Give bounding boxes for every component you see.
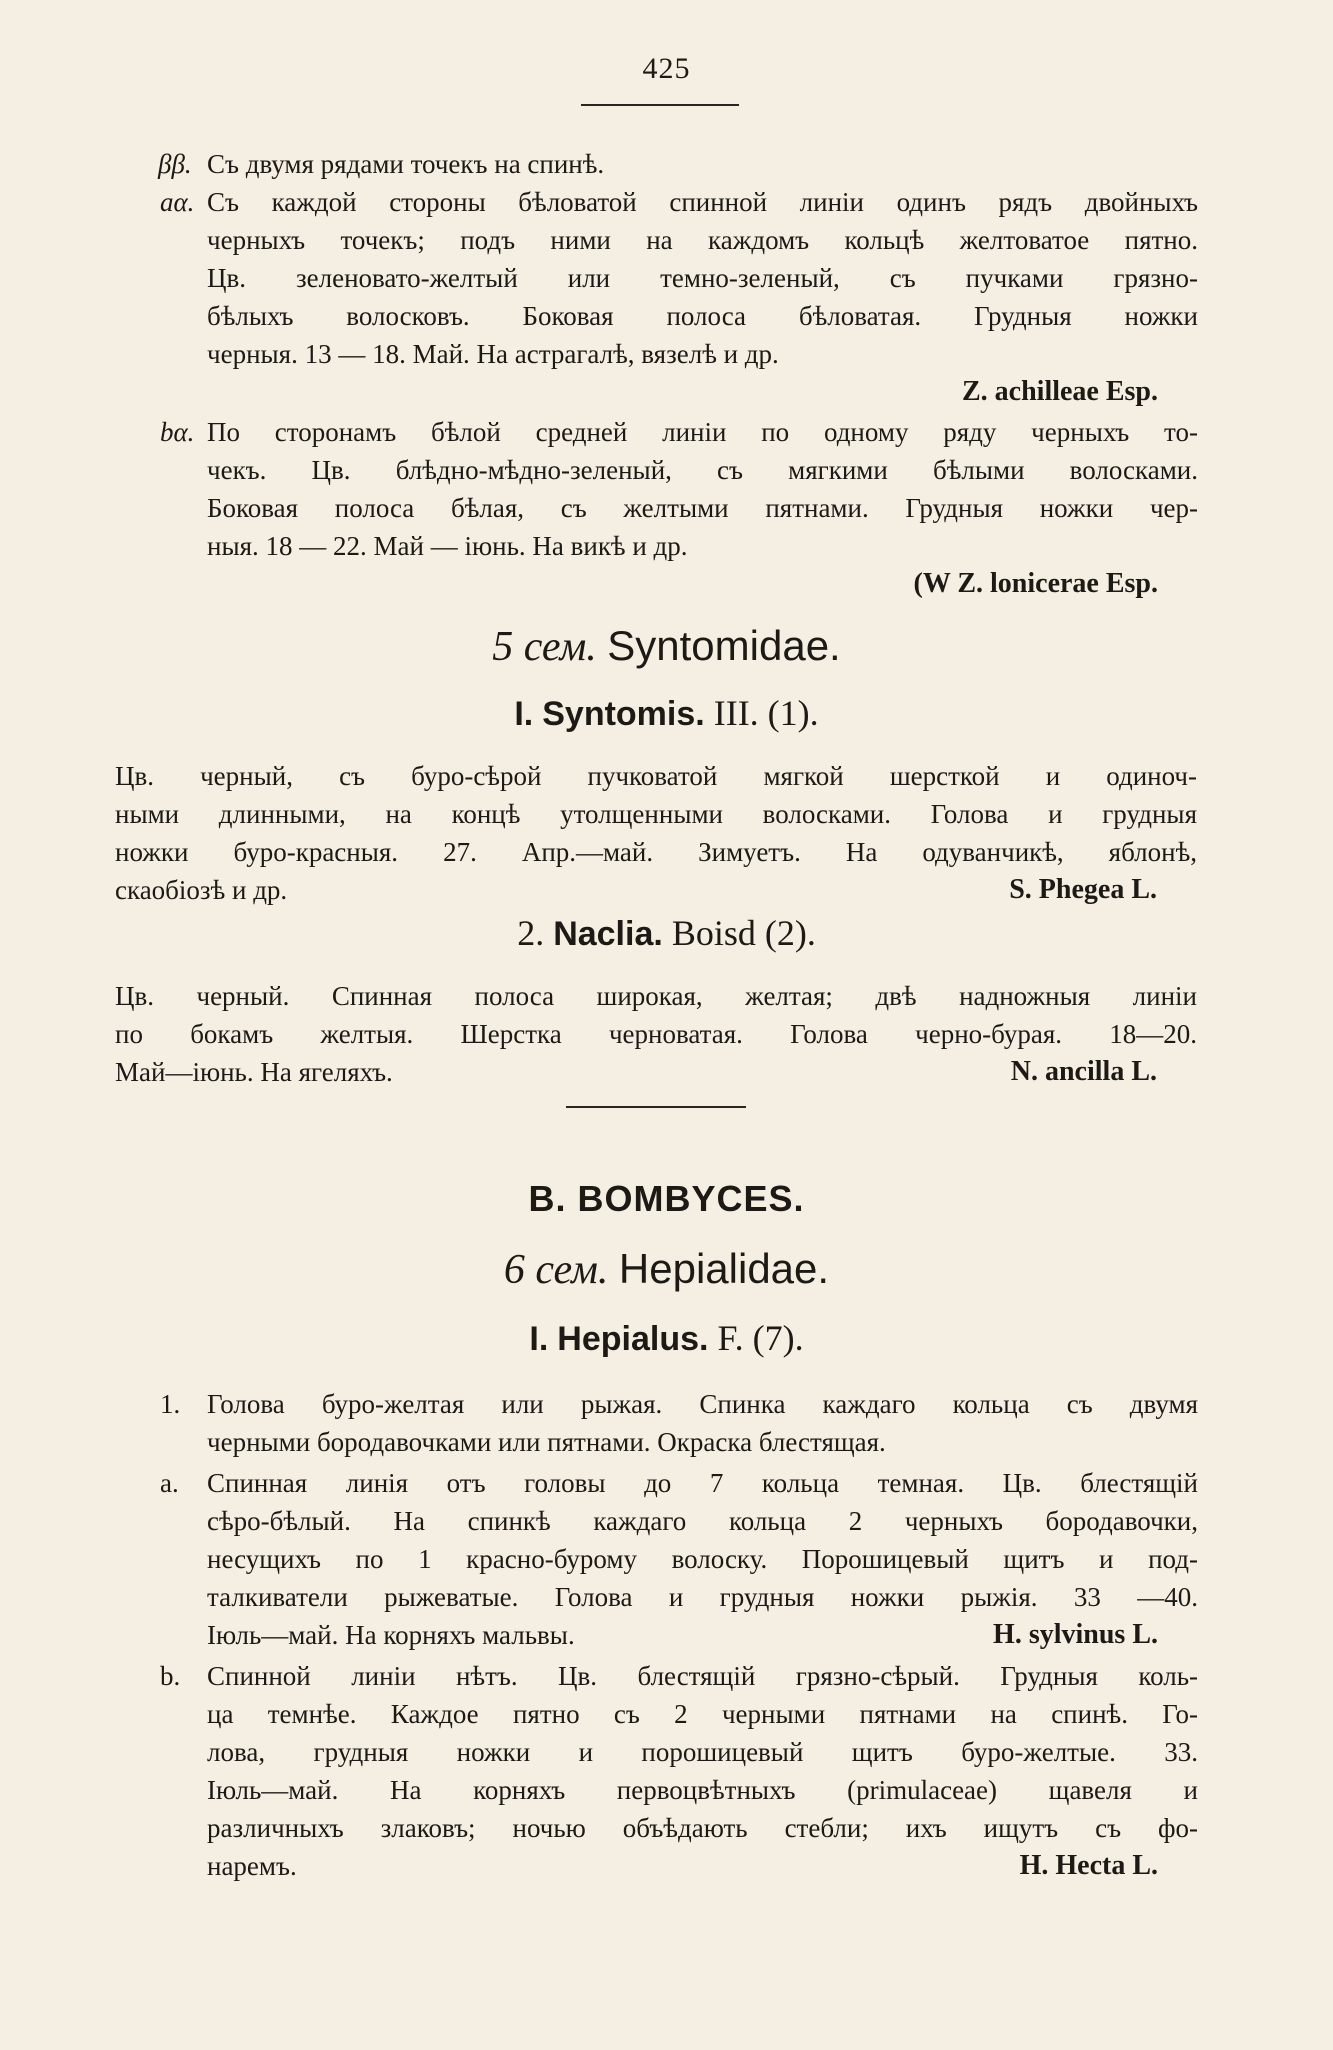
genus-numeral: 2. [517,913,545,953]
entry-line [115,1015,1197,1053]
page-number: 425 [642,52,691,85]
entry-line [160,1733,1198,1771]
entry-line [160,413,1198,451]
entry-line [115,1053,1197,1091]
entry-marker: b. [160,1661,181,1691]
entry-line [160,527,1198,565]
header-rule [581,104,739,106]
genus-heading [0,1317,1333,1359]
key-item-b [160,1657,1198,1885]
entry-line [160,259,1198,297]
family-heading [0,622,1333,671]
species-name: N. ancilla L. [1010,1056,1157,1087]
entry-line [160,565,1198,603]
entry-line [160,451,1198,489]
entry-text: Цв. зеленовато-желтый или темно-зеленый, съ пучками грязно- [207,263,1198,293]
entry-text: бѣлыхъ волосковъ. Боковая полоса бѣловатая. Грудныя ножки [207,301,1198,331]
genus-name: Naclia. [553,915,663,953]
family-prefix: 5 сем. [492,624,597,670]
entry-line [160,335,1198,373]
family-name: Hepialidae. [618,1245,830,1292]
entry-marker: bα. [160,417,195,447]
entry-bb [160,145,1198,183]
entry-text: ца темнѣе. Каждое пятно съ 2 черными пятнами на спинѣ. Го- [207,1699,1198,1729]
syntomis-description [115,757,1197,909]
genus-suffix: F. (7). [717,1318,804,1358]
entry-text: Цв. черный. Спинная полоса широкая, желтая; двѣ надножныя линіи [115,981,1197,1011]
species-name: H. Hecta L. [1019,1850,1158,1881]
entry-line [160,1385,1198,1423]
entry-text: талкиватели рыжеватые. Голова и грудныя ножки рыжія. 33 —40. [207,1582,1198,1612]
species-name: S. Phegea L. [1009,874,1157,905]
genus-suffix: III. (1). [713,693,819,733]
entry-marker: aα. [160,187,195,217]
entry-line [160,221,1198,259]
genus-name: Hepialus. [557,1320,709,1358]
entry-text: Съ двумя рядами точекъ на спинѣ. [207,149,605,179]
entry-text: По сторонамъ бѣлой средней линіи по одному ряду черныхъ то- [207,417,1198,447]
entry-line [115,795,1197,833]
entry-text: Іюль—май. На корняхъ мальвы. [207,1620,575,1650]
entry-line [115,977,1197,1015]
entry-text: Голова буро-желтая или рыжая. Спинка каждаго кольца съ двумя [207,1389,1198,1419]
genus-heading [0,692,1333,734]
entry-text: чекъ. Цв. блѣдно-мѣдно-зеленый, съ мягкими бѣлыми волосками. [207,455,1198,485]
entry-line [160,297,1198,335]
entry-line [160,1464,1198,1502]
entry-text: Цв. черный, съ буро-сѣрой пучковатой мягкой шерсткой и одиноч- [115,761,1197,791]
entry-line [160,1616,1198,1654]
entry-line [115,757,1197,795]
family-heading [0,1245,1333,1294]
entry-line [160,145,1198,183]
entry-text: черныя. 13 — 18. Май. На астрагалѣ, вязелѣ и др. [207,339,779,369]
entry-text: лова, грудныя ножки и порошицевый щитъ буро-желтые. 33. [207,1737,1198,1767]
entry-line [160,1657,1198,1695]
entry-ba [160,413,1198,603]
entry-line [160,1771,1198,1809]
genus-suffix: Boisd (2). [671,913,816,953]
species-name: H. sylvinus L. [993,1619,1158,1650]
family-name: Syntomidae. [607,622,841,669]
entry-text: черными бородавочками или пятнами. Окраска блестящая. [207,1427,886,1457]
entry-text: Съ каждой стороны бѣловатой спинной линіи одинъ рядъ двойныхъ [207,187,1198,217]
genus-numeral: I. [514,695,534,733]
entry-text: ными длинными, на концѣ утолщенными волосками. Голова и грудныя [115,799,1197,829]
entry-text: Спинная линія отъ головы до 7 кольца темная. Цв. блестящій [207,1468,1198,1498]
genus-name: Syntomis. [542,695,705,733]
entry-text: несущихъ по 1 красно-бурому волоску. Порошицевый щитъ и под- [207,1544,1198,1574]
entry-text: скаобіозѣ и др. [115,875,288,905]
entry-line [115,833,1197,871]
genus-heading [0,912,1333,954]
entry-marker: 1. [160,1389,181,1419]
entry-line [160,1809,1198,1847]
entry-aa [160,183,1198,411]
section-heading: B. BOMBYCES. [528,1178,805,1219]
key-item-1 [160,1385,1198,1461]
entry-marker: a. [160,1468,179,1498]
entry-line [160,373,1198,411]
entry-line [115,871,1197,909]
entry-line [160,489,1198,527]
entry-line [160,1847,1198,1885]
entry-marker: ββ. [158,149,192,179]
entry-text: черныхъ точекъ; подъ ними на каждомъ кольцѣ желтоватое пятно. [207,225,1198,255]
entry-text: сѣро-бѣлый. На спинкѣ каждаго кольца 2 черныхъ бородавочки, [207,1506,1198,1536]
key-item-a [160,1464,1198,1654]
entry-text: Боковая полоса бѣлая, съ желтыми пятнами. Грудныя ножки чер- [207,493,1198,523]
entry-line [160,1423,1198,1461]
entry-text: наремъ. [207,1851,297,1881]
entry-text: различныхъ злаковъ; ночью объѣдають стебли; ихъ ищутъ съ фо- [207,1813,1198,1843]
family-prefix: 6 сем. [503,1247,609,1293]
entry-line [160,1578,1198,1616]
entry-line [160,1695,1198,1733]
entry-line [160,1540,1198,1578]
entry-text: Май—іюнь. На ягеляхъ. [115,1057,393,1087]
naclia-description [115,977,1197,1091]
entry-text: Іюль—май. На корняхъ первоцвѣтныхъ (primulaceae) щавеля и [207,1775,1198,1805]
species-name: Z. achilleae Esp. [961,376,1158,407]
entry-line [160,183,1198,221]
species-name: (W Z. lonicerae Esp. [913,568,1158,599]
section-divider [566,1106,746,1108]
genus-numeral: I. [529,1320,549,1358]
entry-line [160,1502,1198,1540]
entry-text: Спинной линіи нѣтъ. Цв. блестящій грязно-сѣрый. Грудныя коль- [207,1661,1198,1691]
entry-text: по бокамъ желтыя. Шерстка черноватая. Голова черно-бурая. 18—20. [115,1019,1197,1049]
entry-text: ныя. 18 — 22. Май — іюнь. На викѣ и др. [207,531,688,561]
entry-text: ножки буро-красныя. 27. Апр.—май. Зимуетъ. На одуванчикѣ, яблонѣ, [115,837,1197,867]
